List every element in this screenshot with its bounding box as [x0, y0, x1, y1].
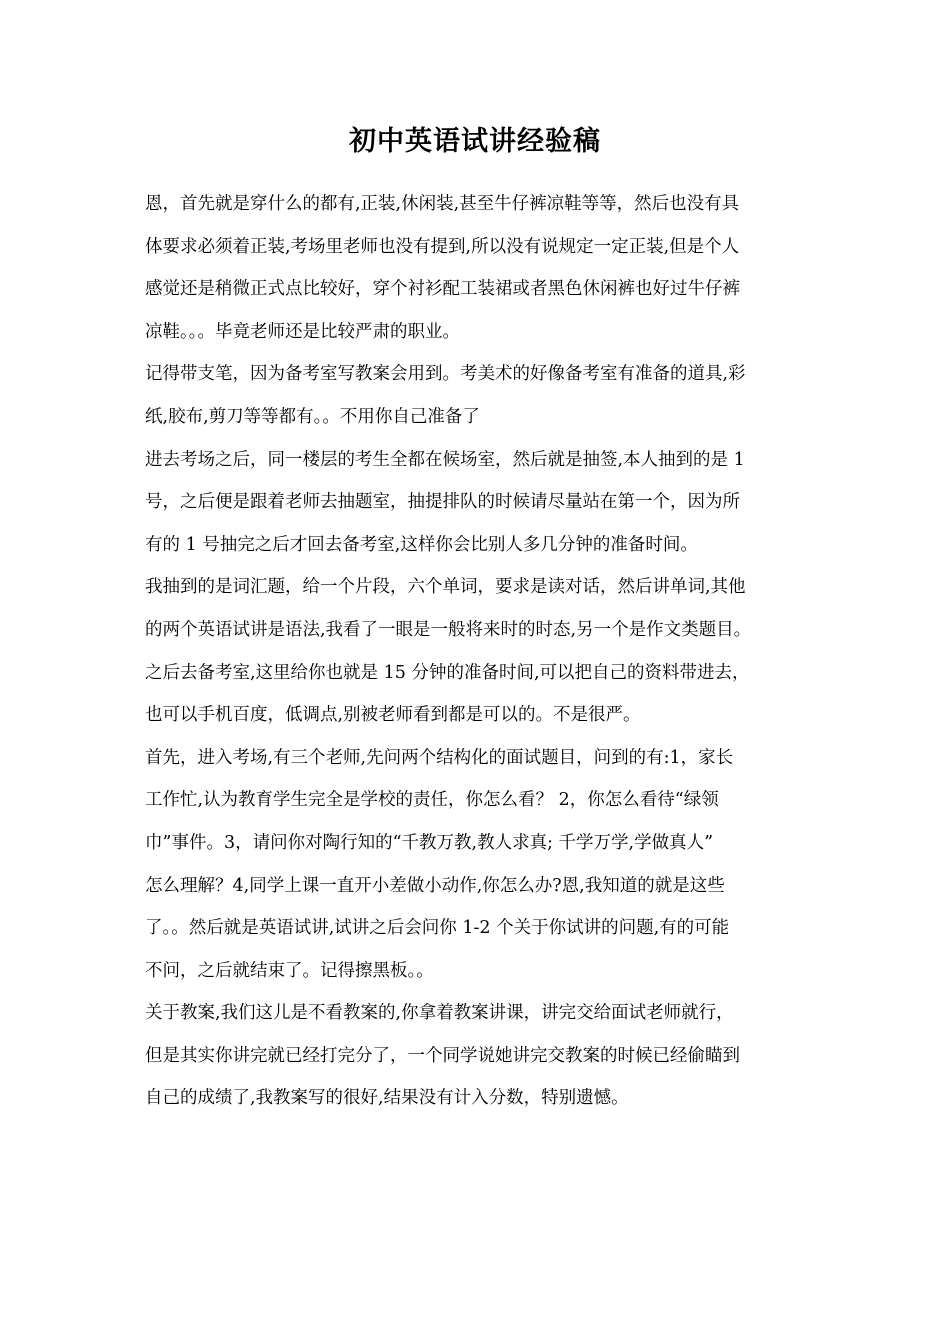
text-line: 之后去备考室,这里给你也就是 15 分钟的准备时间,可以把自己的资料带进去， — [145, 662, 750, 683]
text-line: 纸,胶布,剪刀等等都有。。不用你自己准备了 — [145, 406, 480, 427]
text-line: 了。。然后就是英语试讲,试讲之后会问你 1-2 个关于你试讲的问题,有的可能 — [145, 918, 730, 939]
text-line: 进去考场之后，同一楼层的考生全都在候场室，然后就是抽签,本人抽到的是 1 — [145, 449, 745, 470]
text-line: 我抽到的是词汇题，给一个片段，六个单词，要求是读对话，然后讲单词,其他 — [145, 577, 746, 598]
text-line: 巾”事件。3，请问你对陶行知的“千教万教,教人求真; 千学万学,学做真人” — [145, 832, 714, 853]
text-line: 工作忙,认为教育学生完全是学校的责任，你怎么看？ 2，你怎么看待“绿领 — [145, 790, 719, 811]
text-line: 也可以手机百度，低调点,别被老师看到都是可以的。不是很严。 — [145, 705, 641, 726]
text-line: 凉鞋。。。毕竟老师还是比较严肃的职业。 — [145, 321, 460, 342]
document-body — [145, 183, 810, 1120]
document-title: 初中英语试讲经验稿 — [349, 126, 601, 157]
text-line: 感觉还是稍微正式点比较好，穿个衬衫配工装裙或者黑色休闲裤也好过牛仔裤 — [145, 279, 740, 300]
text-line: 关于教案,我们这儿是不看教案的,你拿着教案讲课，讲完交给面试老师就行， — [145, 1003, 734, 1024]
text-line: 自己的成绩了,我教案写的很好,结果没有计入分数，特别遗憾。 — [145, 1088, 629, 1109]
text-line: 首先，进入考场,有三个老师,先问两个结构化的面试题目，问到的有:1，家长 — [145, 747, 734, 768]
text-line: 记得带支笔，因为备考室写教案会用到。考美术的好像备考室有准备的道具,彩 — [145, 364, 746, 385]
text-line: 号，之后便是跟着老师去抽题室，抽提排队的时候请尽量站在第一个，因为所 — [145, 492, 740, 513]
text-line: 但是其实你讲完就已经打完分了，一个同学说她讲完交教案的时候已经偷瞄到 — [145, 1045, 740, 1066]
text-line: 体要求必须着正装,考场里老师也没有提到,所以没有说规定一定正装,但是个人 — [145, 236, 740, 257]
text-line: 的两个英语试讲是语法,我看了一眼是一般将来时的时态,另一个是作文类题目。 — [145, 619, 752, 640]
text-line: 恩，首先就是穿什么的都有,正装,休闲装,甚至牛仔裤凉鞋等等，然后也没有具 — [145, 194, 740, 214]
text-line: 有的 1 号抽完之后才回去备考室,这样你会比别人多几分钟的准备时间。 — [145, 534, 698, 555]
text-line: 不问，之后就结束了。记得擦黑板。。 — [145, 960, 434, 981]
text-line: 怎么理解？4,同学上课一直开小差做小动作,你怎么办?恩,我知道的就是这些 — [145, 875, 725, 896]
